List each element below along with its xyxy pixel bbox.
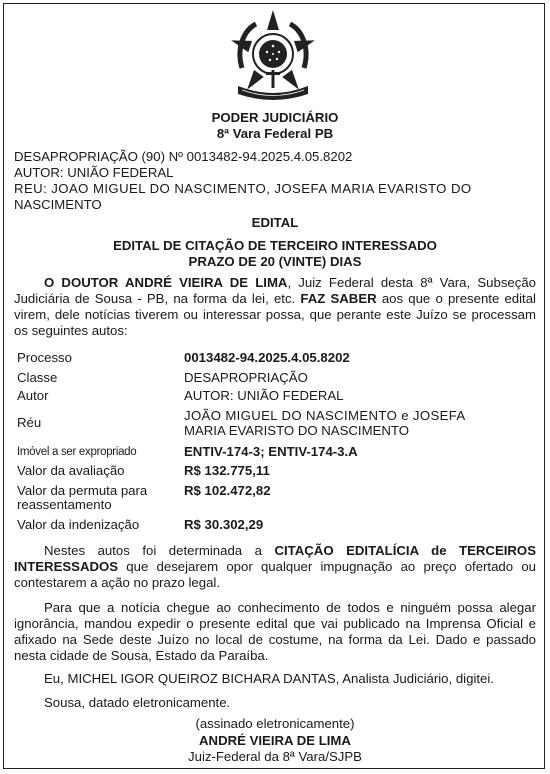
brazil-coat-of-arms-icon <box>230 8 316 104</box>
imovel-label: Imóvel a ser expropriado <box>17 446 137 458</box>
document-title: EDITAL <box>251 215 299 230</box>
classe-value: DESAPROPRIAÇÃO <box>184 370 308 385</box>
case-defendant-line: REU: JOAO MIGUEL DO NASCIMENTO, JOSEFA MARIA EVARISTO DO <box>14 181 472 196</box>
date-paragraph: Sousa, datado eletronicamente. <box>44 695 231 710</box>
autor-label: Autor <box>17 388 49 403</box>
case-class-line: DESAPROPRIAÇÃO (90) Nº 0013482-94.2025.4.05.8202 <box>14 149 353 164</box>
indenizacao-label: Valor da indenização <box>17 517 140 532</box>
clerk-paragraph: Eu, MICHEL IGOR QUEIROZ BICHARA DANTAS, Analista Judiciário, digitei. <box>44 671 494 686</box>
reu-label: Réu <box>17 415 42 430</box>
permuta-label-line2: reassentamento <box>17 497 112 512</box>
citation-paragraph <box>14 543 536 591</box>
faz-saber: FAZ SABER <box>300 291 377 306</box>
org-title: PODER JUDICIÁRIO <box>211 110 339 125</box>
imovel-value: ENTIV-174-3; ENTIV-174-3.A <box>184 444 358 459</box>
permuta-label-line1: Valor da permuta para <box>17 483 148 498</box>
document-subtitle: EDITAL DE CITAÇÃO DE TERCEIRO INTERESSADO <box>113 238 437 253</box>
intro-text-2: aos que o presente edital virem, dele notícias tiverem ou interessar possa, que perante este Juízo se processam os seguintes autos: <box>14 291 536 338</box>
avaliacao-label: Valor da avaliação <box>17 463 125 478</box>
intro-paragraph <box>14 275 536 339</box>
citation-bold: CITAÇÃO EDITALÍCIA de TERCEIROS INTERESSADOS <box>14 543 536 574</box>
signature-name: ANDRÉ VIEIRA DE LIMA <box>199 733 351 748</box>
reu-value-line1: JOÃO MIGUEL DO NASCIMENTO e JOSEFA <box>184 408 466 423</box>
citation-text-1: Nestes autos foi determinada a <box>44 543 275 558</box>
signature-note: (assinado eletronicamente) <box>195 716 355 731</box>
deadline-subtitle: PRAZO DE 20 (VINTE) DIAS <box>188 254 362 269</box>
classe-label: Classe <box>17 370 58 385</box>
avaliacao-value: R$ 132.775,11 <box>184 463 270 478</box>
citation-text-2: que desejarem opor qualquer impugnação ao preço ofertado ou contestarem a ação no prazo legal. <box>14 559 536 590</box>
case-defendant-line-cont: NASCIMENTO <box>14 197 102 212</box>
processo-value: 0013482-94.2025.4.05.8202 <box>184 350 350 365</box>
publication-paragraph: Para que a notícia chegue ao conhecimento de todos e ninguém possa alegar ignorância, mandou expedir o presente edital que vai publicado na Imprensa Oficial e afixado na Sede deste Juízo no local de costume, na forma da Lei. Dado e passado nesta cidade de Sousa, Estado da Paraíba. <box>14 600 536 663</box>
signature-role: Juiz-Federal da 8ª Vara/SJPB <box>188 749 362 764</box>
autor-value: AUTOR: UNIÃO FEDERAL <box>184 388 344 403</box>
reu-value-line2: MARIA EVARISTO DO NASCIMENTO <box>184 423 409 438</box>
court-title: 8ª Vara Federal PB <box>216 126 334 141</box>
indenizacao-value: R$ 30.302,29 <box>184 517 264 532</box>
intro-text-1: , Juiz Federal desta 8ª Vara, Subseção Judiciária de Sousa - PB, na forma da lei, etc. <box>14 275 537 306</box>
processo-label: Processo <box>17 350 72 365</box>
case-author-line: AUTOR: UNIÃO FEDERAL <box>14 165 174 180</box>
judge-name: O DOUTOR ANDRÉ VIEIRA DE LIMA <box>44 275 288 290</box>
permuta-value: R$ 102.472,82 <box>184 483 271 498</box>
